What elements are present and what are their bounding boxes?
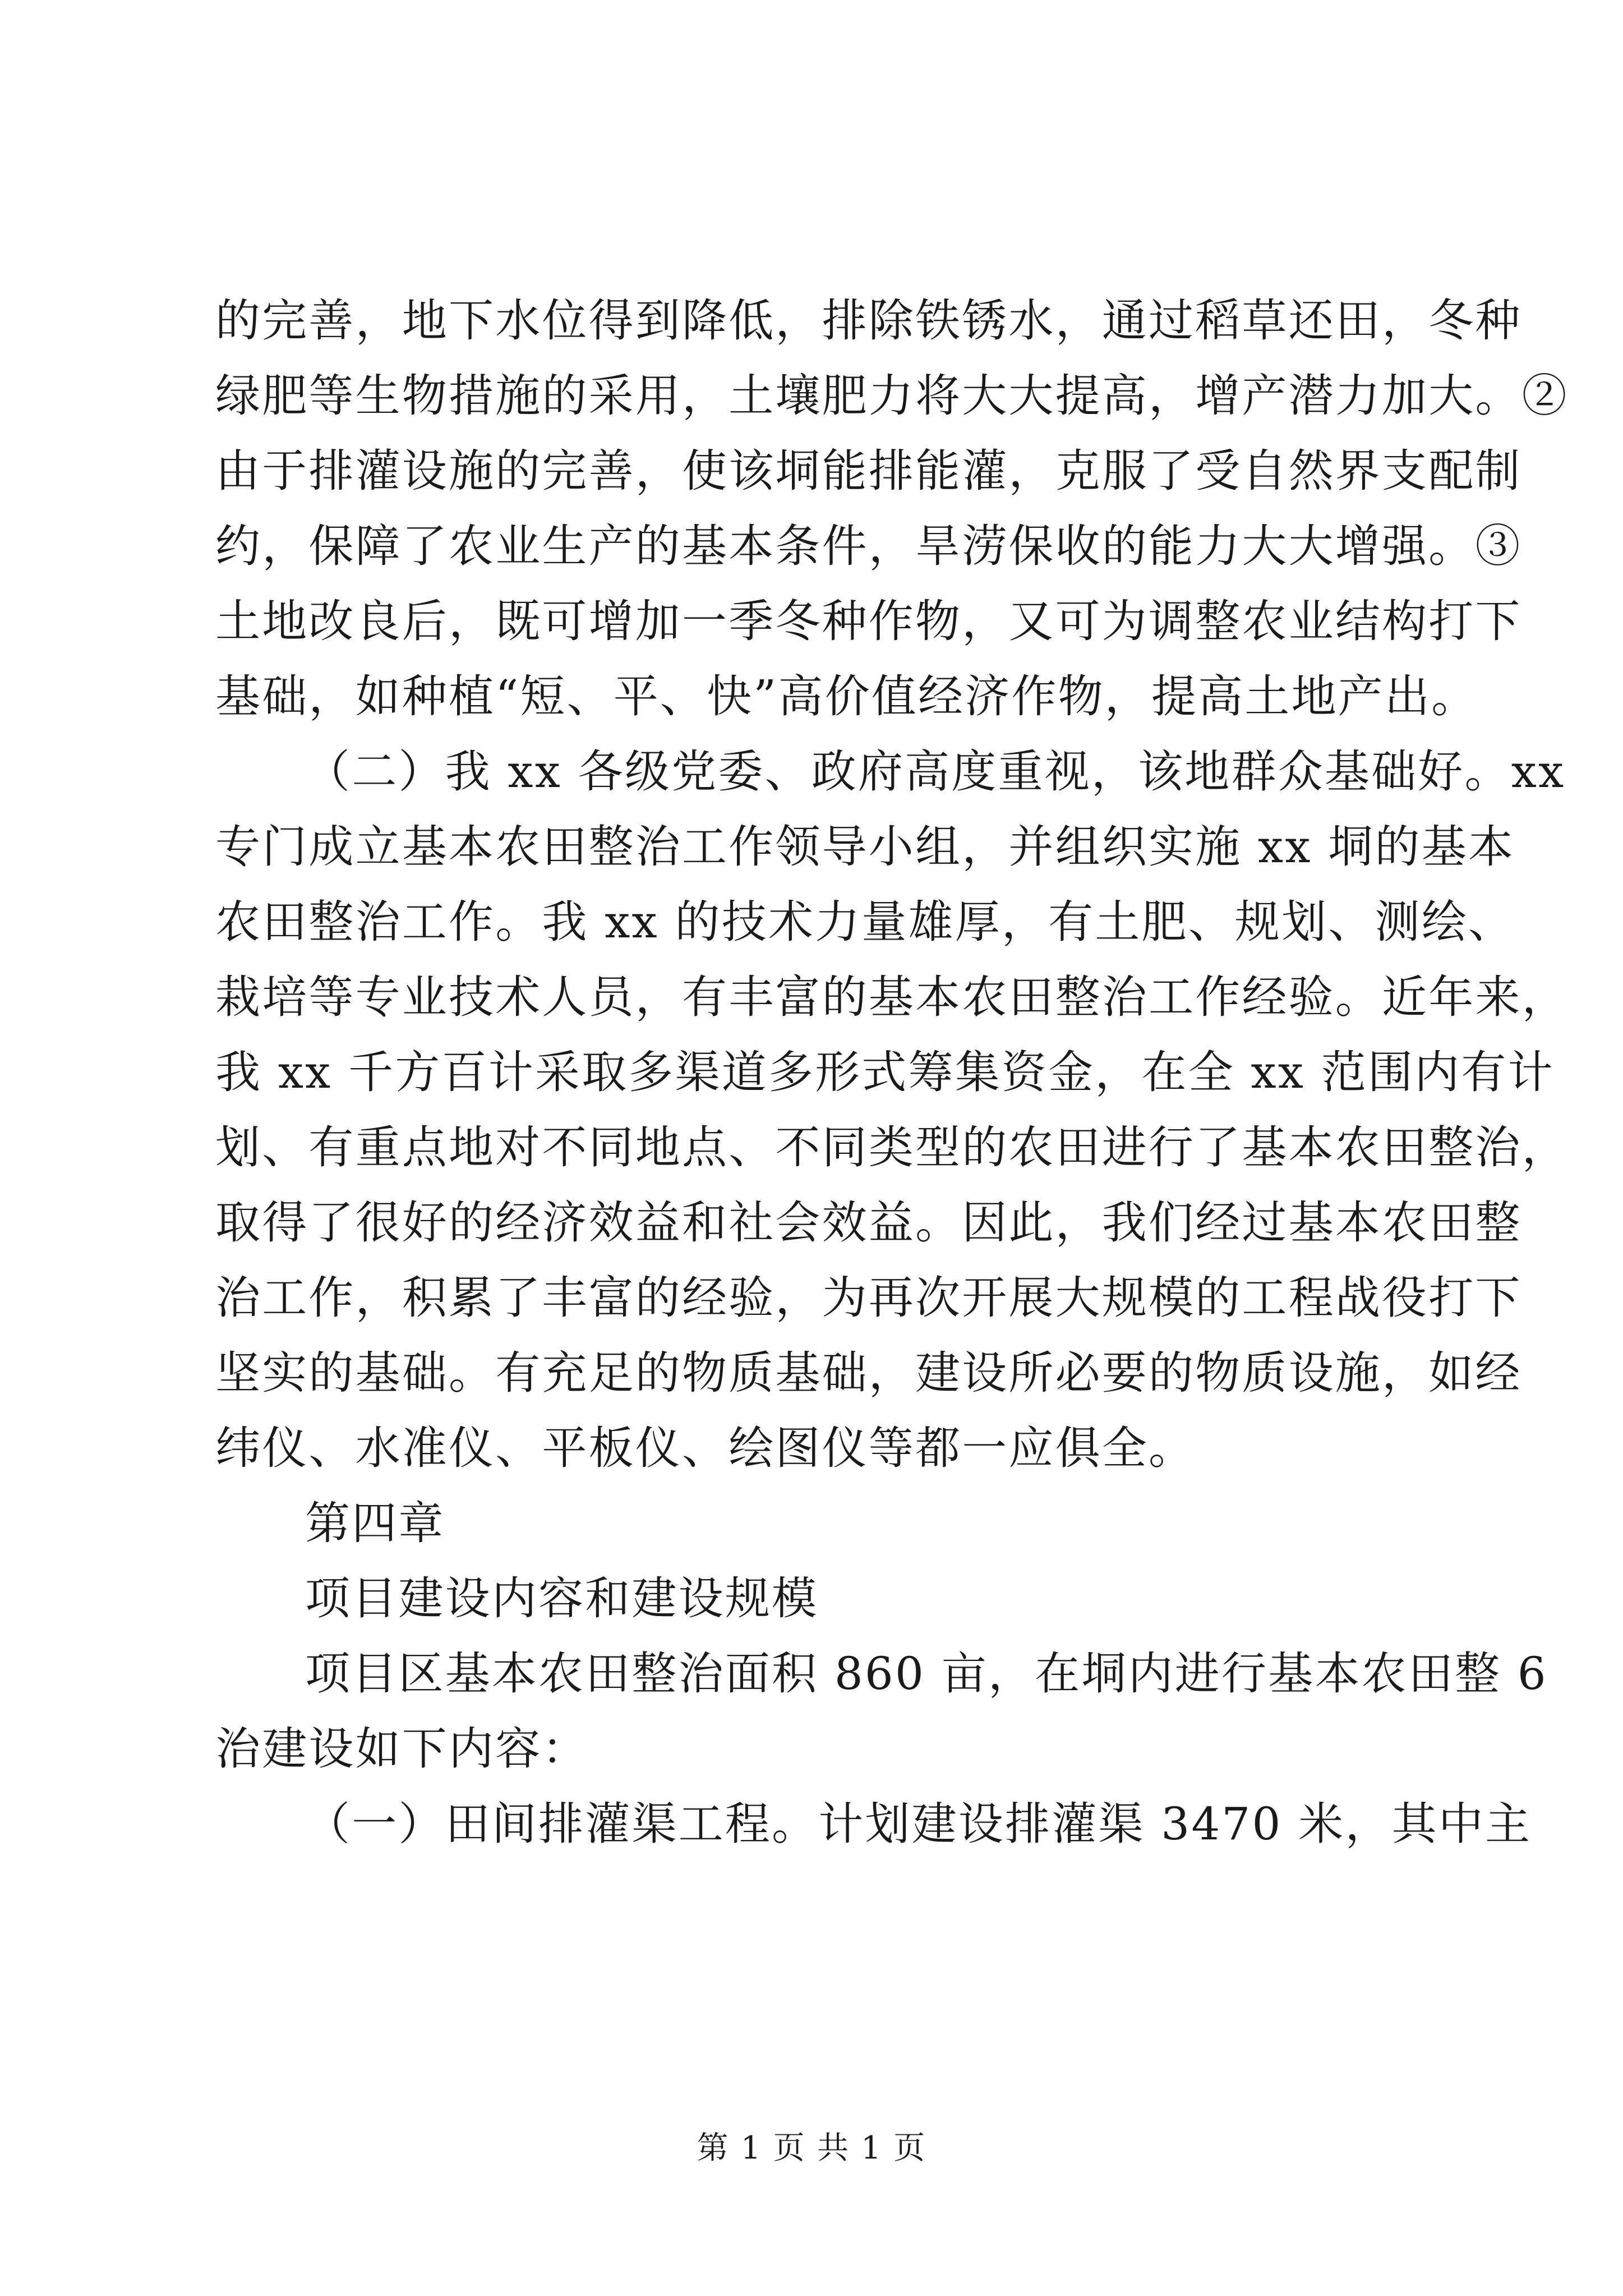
text-line: 专门成立基本农田整治工作领导小组，并组织实施 xx 垌的基本: [215, 821, 1515, 873]
paragraph-start-line: （一）田间排灌渠工程。计划建设排灌渠 3470 米，其中主: [305, 1798, 1532, 1850]
text-line: 我 xx 千方百计采取多渠道多形式筹集资金，在全 xx 范围内有计: [215, 1046, 1555, 1098]
text-line: 纬仪、水准仪、平板仪、绘图仪等都一应俱全。: [215, 1422, 1196, 1474]
chapter-number: 第四章: [305, 1497, 445, 1549]
chapter-title: 项目建设内容和建设规模: [305, 1572, 819, 1625]
text-line: 的完善，地下水位得到降低，排除铁锈水，通过稻草还田，冬种: [215, 295, 1522, 347]
text-line: 农田整治工作。我 xx 的技术力量雄厚，有土肥、规划、测绘、: [215, 896, 1515, 948]
text-line: 划、有重点地对不同地点、不同类型的农田进行了基本农田整治，: [215, 1121, 1569, 1174]
text-line: 约，保障了农业生产的基本条件，旱涝保收的能力大大增强。③: [215, 520, 1522, 572]
text-line: 坚实的基础。有充足的物质基础，建设所必要的物质设施，如经: [215, 1347, 1522, 1399]
text-line: 栽培等专业技术人员，有丰富的基本农田整治工作经验。近年来，: [215, 971, 1569, 1023]
text-line: 治工作，积累了丰富的经验，为再次开展大规模的工程战役打下: [215, 1272, 1522, 1324]
paragraph-start-line: 项目区基本农田整治面积 860 亩，在垌内进行基本农田整 6: [305, 1648, 1548, 1700]
page-footer: 第 1 页 共 1 页: [697, 2130, 926, 2166]
body-text: [215, 283, 1569, 1862]
text-line: 绿肥等生物措施的采用，土壤肥力将大大提高，增产潜力加大。②: [215, 370, 1569, 422]
text-line: 土地改良后，既可增加一季冬种作物，又可为调整农业结构打下: [215, 595, 1522, 647]
text-line: 治建设如下内容：: [215, 1723, 589, 1775]
text-line: 取得了很好的经济效益和社会效益。因此，我们经过基本农田整: [215, 1197, 1522, 1249]
paragraph-start-line: （二）我 xx 各级党委、政府高度重视，该地群众基础好。xx: [305, 746, 1566, 798]
text-line: 基础，如种植“短、平、快”高价值经济作物，提高土地产出。: [215, 670, 1478, 723]
text-line: 由于排灌设施的完善，使该垌能排能灌，克服了受自然界支配制: [215, 445, 1522, 497]
